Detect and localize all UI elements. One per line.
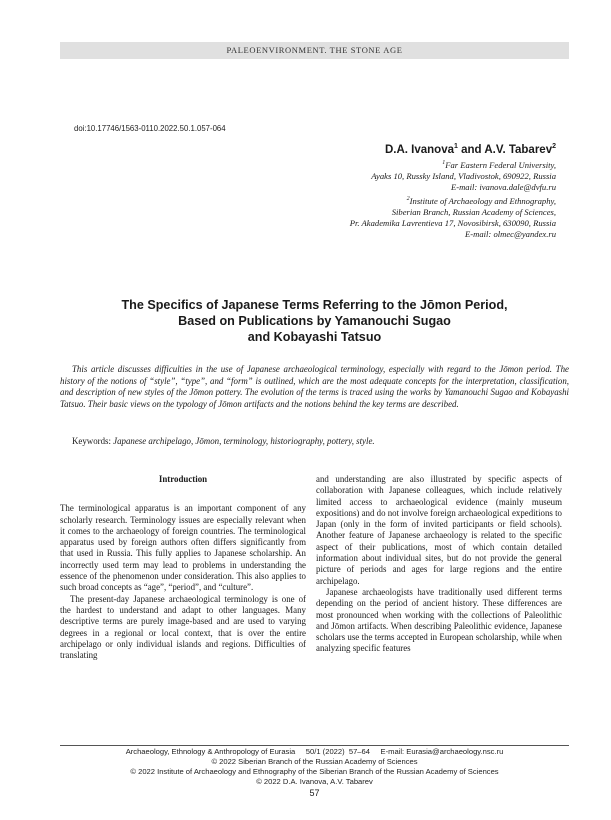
column-left	[60, 474, 306, 661]
affiliation-2-sup: 2	[406, 195, 410, 202]
keywords-label: Keywords:	[72, 436, 114, 446]
author-1-name: D.A. Ivanova	[384, 143, 454, 156]
affiliation-1-line1	[350, 158, 556, 171]
affiliation-1-sup: 1	[442, 159, 446, 166]
affiliation-2-line1	[350, 194, 556, 207]
paragraph-1: The terminological apparatus is an important component of any scholarly research. Terminology issues are especially relevant when it comes to the archaeology of foreign countries. The terminological apparatus used by foreign authors often differs significantly from that used in Russia. This fully applies to Japanese scholarship. An incorrectly used term may lead to problems in understanding the essence of the phenomenon under consideration. This also applies to such broad concepts as “age”, “period”, and “culture”.	[60, 503, 306, 593]
footer-journal-line: Archaeology, Ethnology & Anthropology of Eurasia 50/1 (2022) 57–64 E-mail: Eurasia@archaeology.nsc.ru	[125, 747, 504, 756]
affiliation-1-email: E-mail: ivanova.dale@dvfu.ru	[450, 182, 556, 193]
affiliation-2-name: Institute of Archaeology and Ethnography,	[409, 195, 556, 206]
running-head: PALEOENVIRONMENT. THE STONE AGE	[60, 42, 569, 59]
keywords	[72, 436, 375, 446]
author-and: and	[457, 143, 485, 156]
author-1-sup: 1	[454, 143, 458, 150]
affiliation-1-name: Far Eastern Federal University,	[445, 159, 556, 170]
affiliation-2-address: Pr. Akademika Lavrentieva 17, Novosibirsk, 630090, Russia	[349, 218, 556, 229]
author-block	[350, 143, 556, 241]
column-right	[316, 474, 562, 655]
paragraph-2: The present-day Japanese archaeological terminology is one of the hardest to understand and adapt to other languages. Many descriptive terms are purely image-based and are used to varying degrees in a regional or local context, that is over the entire archipelago or only individual islands and regions. Difficulties of translating	[60, 593, 306, 661]
footer-copyright-2: © 2022 Institute of Archaeology and Ethnography of the Siberian Branch of the Russian Academy of Sciences	[130, 767, 499, 776]
title-line-2: Based on Publications by Yamanouchi Sugao	[178, 314, 451, 328]
footer-copyright-3: © 2022 D.A. Ivanova, A.V. Tabarev	[256, 777, 373, 786]
author-names	[350, 143, 556, 156]
footer-copyright-1: © 2022 Siberian Branch of the Russian Academy of Sciences	[211, 757, 418, 766]
article-title	[60, 297, 569, 345]
doi: doi:10.17746/1563-0110.2022.50.1.057-064	[74, 124, 226, 133]
title-line-1: The Specifics of Japanese Terms Referring to the Jōmon Period,	[121, 298, 508, 312]
author-2-sup: 2	[552, 143, 556, 150]
author-2-name: A.V. Tabarev	[484, 143, 553, 156]
footer-rule	[60, 745, 569, 746]
abstract: This article discusses difficulties in the use of Japanese archaeological terminology, especially with regard to the Jōmon period. The history of the notions of “style”, “type”, and “form” is outlined, which are the most adequate concepts for the interpretation, classification, and description of new styles of the Jōmon pottery. The evolution of the terms is traced using the works by Yamanouchi Sugao and Kobayashi Tatsuo. Their basic views on the typology of Jōmon artifacts and the notions behind the key terms are described.	[60, 364, 569, 409]
affiliation-2-line2: Siberian Branch, Russian Academy of Sciences,	[391, 206, 556, 217]
keywords-values: Japanese archipelago, Jōmon, terminology, historiography, pottery, style.	[113, 436, 375, 446]
page-number: 57	[309, 788, 320, 798]
section-heading-introduction: Introduction	[158, 474, 208, 484]
title-line-3: and Kobayashi Tatsuo	[247, 330, 382, 344]
affiliation-1-address: Ayaks 10, Russky Island, Vladivostok, 690922, Russia	[371, 170, 556, 181]
footer	[60, 747, 569, 787]
affiliation-2-email: E-mail: olmec@yandex.ru	[465, 229, 556, 240]
paragraph-3: and understanding are also illustrated by specific aspects of collaboration with Japanese colleagues, which include relatively limited access to archaeological evidence (mainly museum expositions) and do not involve foreign archaeological expeditions to Japan (only in the form of invited participants or field schools). Another feature of Japanese archaeology is related to the specific aspect of their publications, most of which contain detailed information about individual sites, but do not provide the general picture of periods and ages for large regions and the entire archipelago.	[316, 474, 562, 586]
paragraph-4: Japanese archaeologists have traditionally used different terms depending on the period of ancient history. These differences are most pronounced when working with the collections of Paleolithic and Jōmon artifacts. When describing Paleolithic evidence, Japanese scholars use the terms accepted in European scholarship, while when analyzing specific features	[316, 586, 562, 654]
